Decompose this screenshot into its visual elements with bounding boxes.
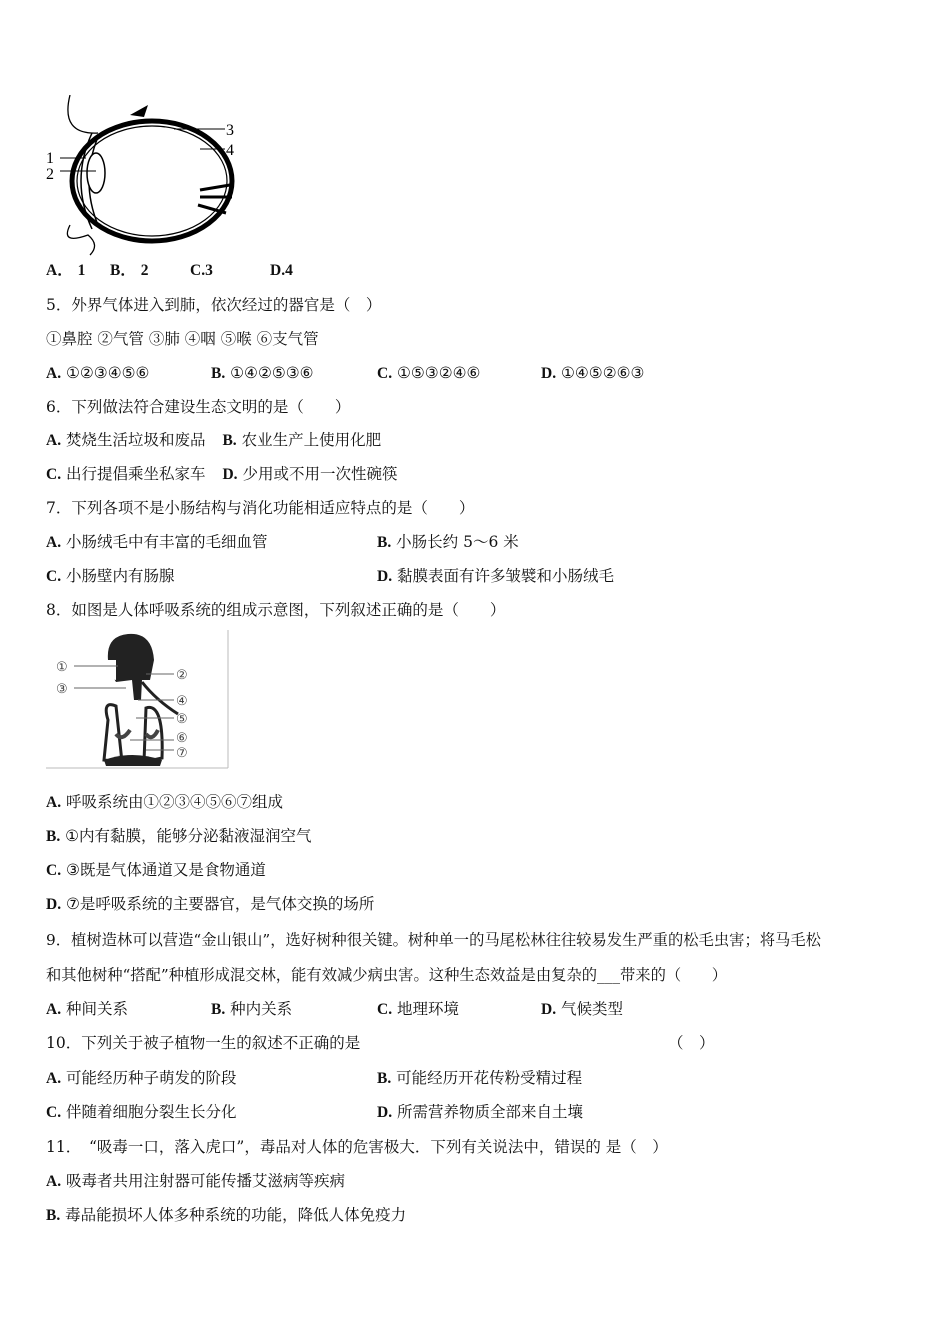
q5-stem: 5．外界气体进入到肺，依次经过的器官是（ ） xyxy=(46,296,382,314)
q10-options-row2 xyxy=(46,1102,946,1123)
q10-option-a[interactable]: A. 可能经历种子萌发的阶段 xyxy=(46,1069,237,1087)
q9-option-c[interactable]: C. 地理环境 xyxy=(377,1000,460,1018)
q9-option-b[interactable]: B. 种内关系 xyxy=(211,1000,293,1018)
q4-option-a[interactable]: A． 1 xyxy=(46,262,86,279)
q10-answer-paren: （ ） xyxy=(668,1034,715,1052)
q10-option-b[interactable]: B. 可能经历开花传粉受精过程 xyxy=(377,1069,583,1087)
resp-label-4: ④ xyxy=(176,693,188,708)
resp-label-2: ② xyxy=(176,667,188,682)
q5-option-b[interactable]: B. ①④②⑤③⑥ xyxy=(211,364,314,382)
q6-stem: 6．下列做法符合建设生态文明的是（ ） xyxy=(46,398,351,416)
q6-option-b[interactable]: B. 农业生产上使用化肥 xyxy=(222,431,382,449)
q9-options xyxy=(46,999,946,1020)
q8-option-c[interactable]: C. ③既是气体通道又是食物通道 xyxy=(46,861,266,879)
q5-items: ①鼻腔 ②气管 ③肺 ④咽 ⑤喉 ⑥支气管 xyxy=(46,330,319,348)
q11-stem: 11． “吸毒一口，落入虎口”，毒品对人体的危害极大．下列有关说法中，错误的 是（ ） xyxy=(46,1138,668,1156)
q6-option-a[interactable]: A. 焚烧生活垃圾和废品 xyxy=(46,431,206,449)
q7-option-c[interactable]: C. 小肠壁内有肠腺 xyxy=(46,567,175,585)
resp-label-1: ① xyxy=(56,659,68,674)
q6-option-d[interactable]: D. 少用或不用一次性碗筷 xyxy=(222,465,398,483)
q7-options-row1 xyxy=(46,532,946,553)
q10-stem: 10．下列关于被子植物一生的叙述不正确的是 xyxy=(46,1034,361,1052)
q6-options-row2 xyxy=(46,464,398,485)
q5-options xyxy=(46,363,946,384)
q10-option-c[interactable]: C. 伴随着细胞分裂生长分化 xyxy=(46,1103,237,1121)
q10-option-d[interactable]: D. 所需营养物质全部来自土壤 xyxy=(377,1103,584,1121)
q11-option-b[interactable]: B. 毒品能损坏人体多种系统的功能，降低人体免疫力 xyxy=(46,1206,407,1224)
q9-stem-line2: 和其他树种“搭配”种植形成混交林，能有效减少病虫害。这种生态效益是由复杂的___带来的（ ） xyxy=(46,966,728,984)
eye-label-2: 2 xyxy=(46,166,54,183)
q5-option-d[interactable]: D. ①④⑤②⑥③ xyxy=(541,364,645,382)
q7-option-d[interactable]: D. 黏膜表面有许多皱襞和小肠绒毛 xyxy=(377,567,615,585)
q4-option-d[interactable]: D.4 xyxy=(270,262,293,279)
q6-option-c[interactable]: C. 出行提倡乘坐私家车 xyxy=(46,465,206,483)
q9-stem-line1: 9．植树造林可以营造“金山银山”，选好树种很关键。树种单一的马尾松林往往较易发生严重的松毛虫害；将马毛松 xyxy=(46,931,821,949)
q7-stem: 7．下列各项不是小肠结构与消化功能相适应特点的是（ ） xyxy=(46,499,475,517)
resp-label-6: ⑥ xyxy=(176,730,188,745)
eye-label-1: 1 xyxy=(46,150,54,167)
q8-stem: 8．如图是人体呼吸系统的组成示意图，下列叙述正确的是（ ） xyxy=(46,601,506,619)
q5-option-c[interactable]: C. ①⑤③②④⑥ xyxy=(377,364,481,382)
q8-option-d[interactable]: D. ⑦是呼吸系统的主要器官，是气体交换的场所 xyxy=(46,895,375,913)
q9-option-d[interactable]: D. 气候类型 xyxy=(541,1000,624,1018)
eye-diagram xyxy=(40,95,250,260)
q5-option-a[interactable]: A. ①②③④⑤⑥ xyxy=(46,364,150,382)
eye-label-3: 3 xyxy=(226,122,234,139)
q4-options xyxy=(46,260,293,281)
q11-option-a[interactable]: A. 吸毒者共用注射器可能传播艾滋病等疾病 xyxy=(46,1172,346,1190)
q8-option-a[interactable]: A. 呼吸系统由①②③④⑤⑥⑦组成 xyxy=(46,793,284,811)
resp-label-7: ⑦ xyxy=(176,745,188,760)
q10-options-row1 xyxy=(46,1068,946,1089)
q6-options-row1 xyxy=(46,430,381,451)
q9-option-a[interactable]: A. 种间关系 xyxy=(46,1000,129,1018)
q7-option-a[interactable]: A. 小肠绒毛中有丰富的毛细血管 xyxy=(46,533,268,551)
q7-option-b[interactable]: B. 小肠长约 5～6 米 xyxy=(377,533,519,551)
respiratory-system-diagram xyxy=(46,630,230,770)
q8-option-b[interactable]: B. ①内有黏膜，能够分泌黏液湿润空气 xyxy=(46,827,312,845)
q7-options-row2 xyxy=(46,566,946,587)
q4-option-c[interactable]: C.3 xyxy=(190,262,213,279)
resp-label-3: ③ xyxy=(56,681,68,696)
eye-label-4: 4 xyxy=(226,142,234,159)
resp-label-5: ⑤ xyxy=(176,711,188,726)
q4-option-b[interactable]: B． 2 xyxy=(110,262,149,279)
